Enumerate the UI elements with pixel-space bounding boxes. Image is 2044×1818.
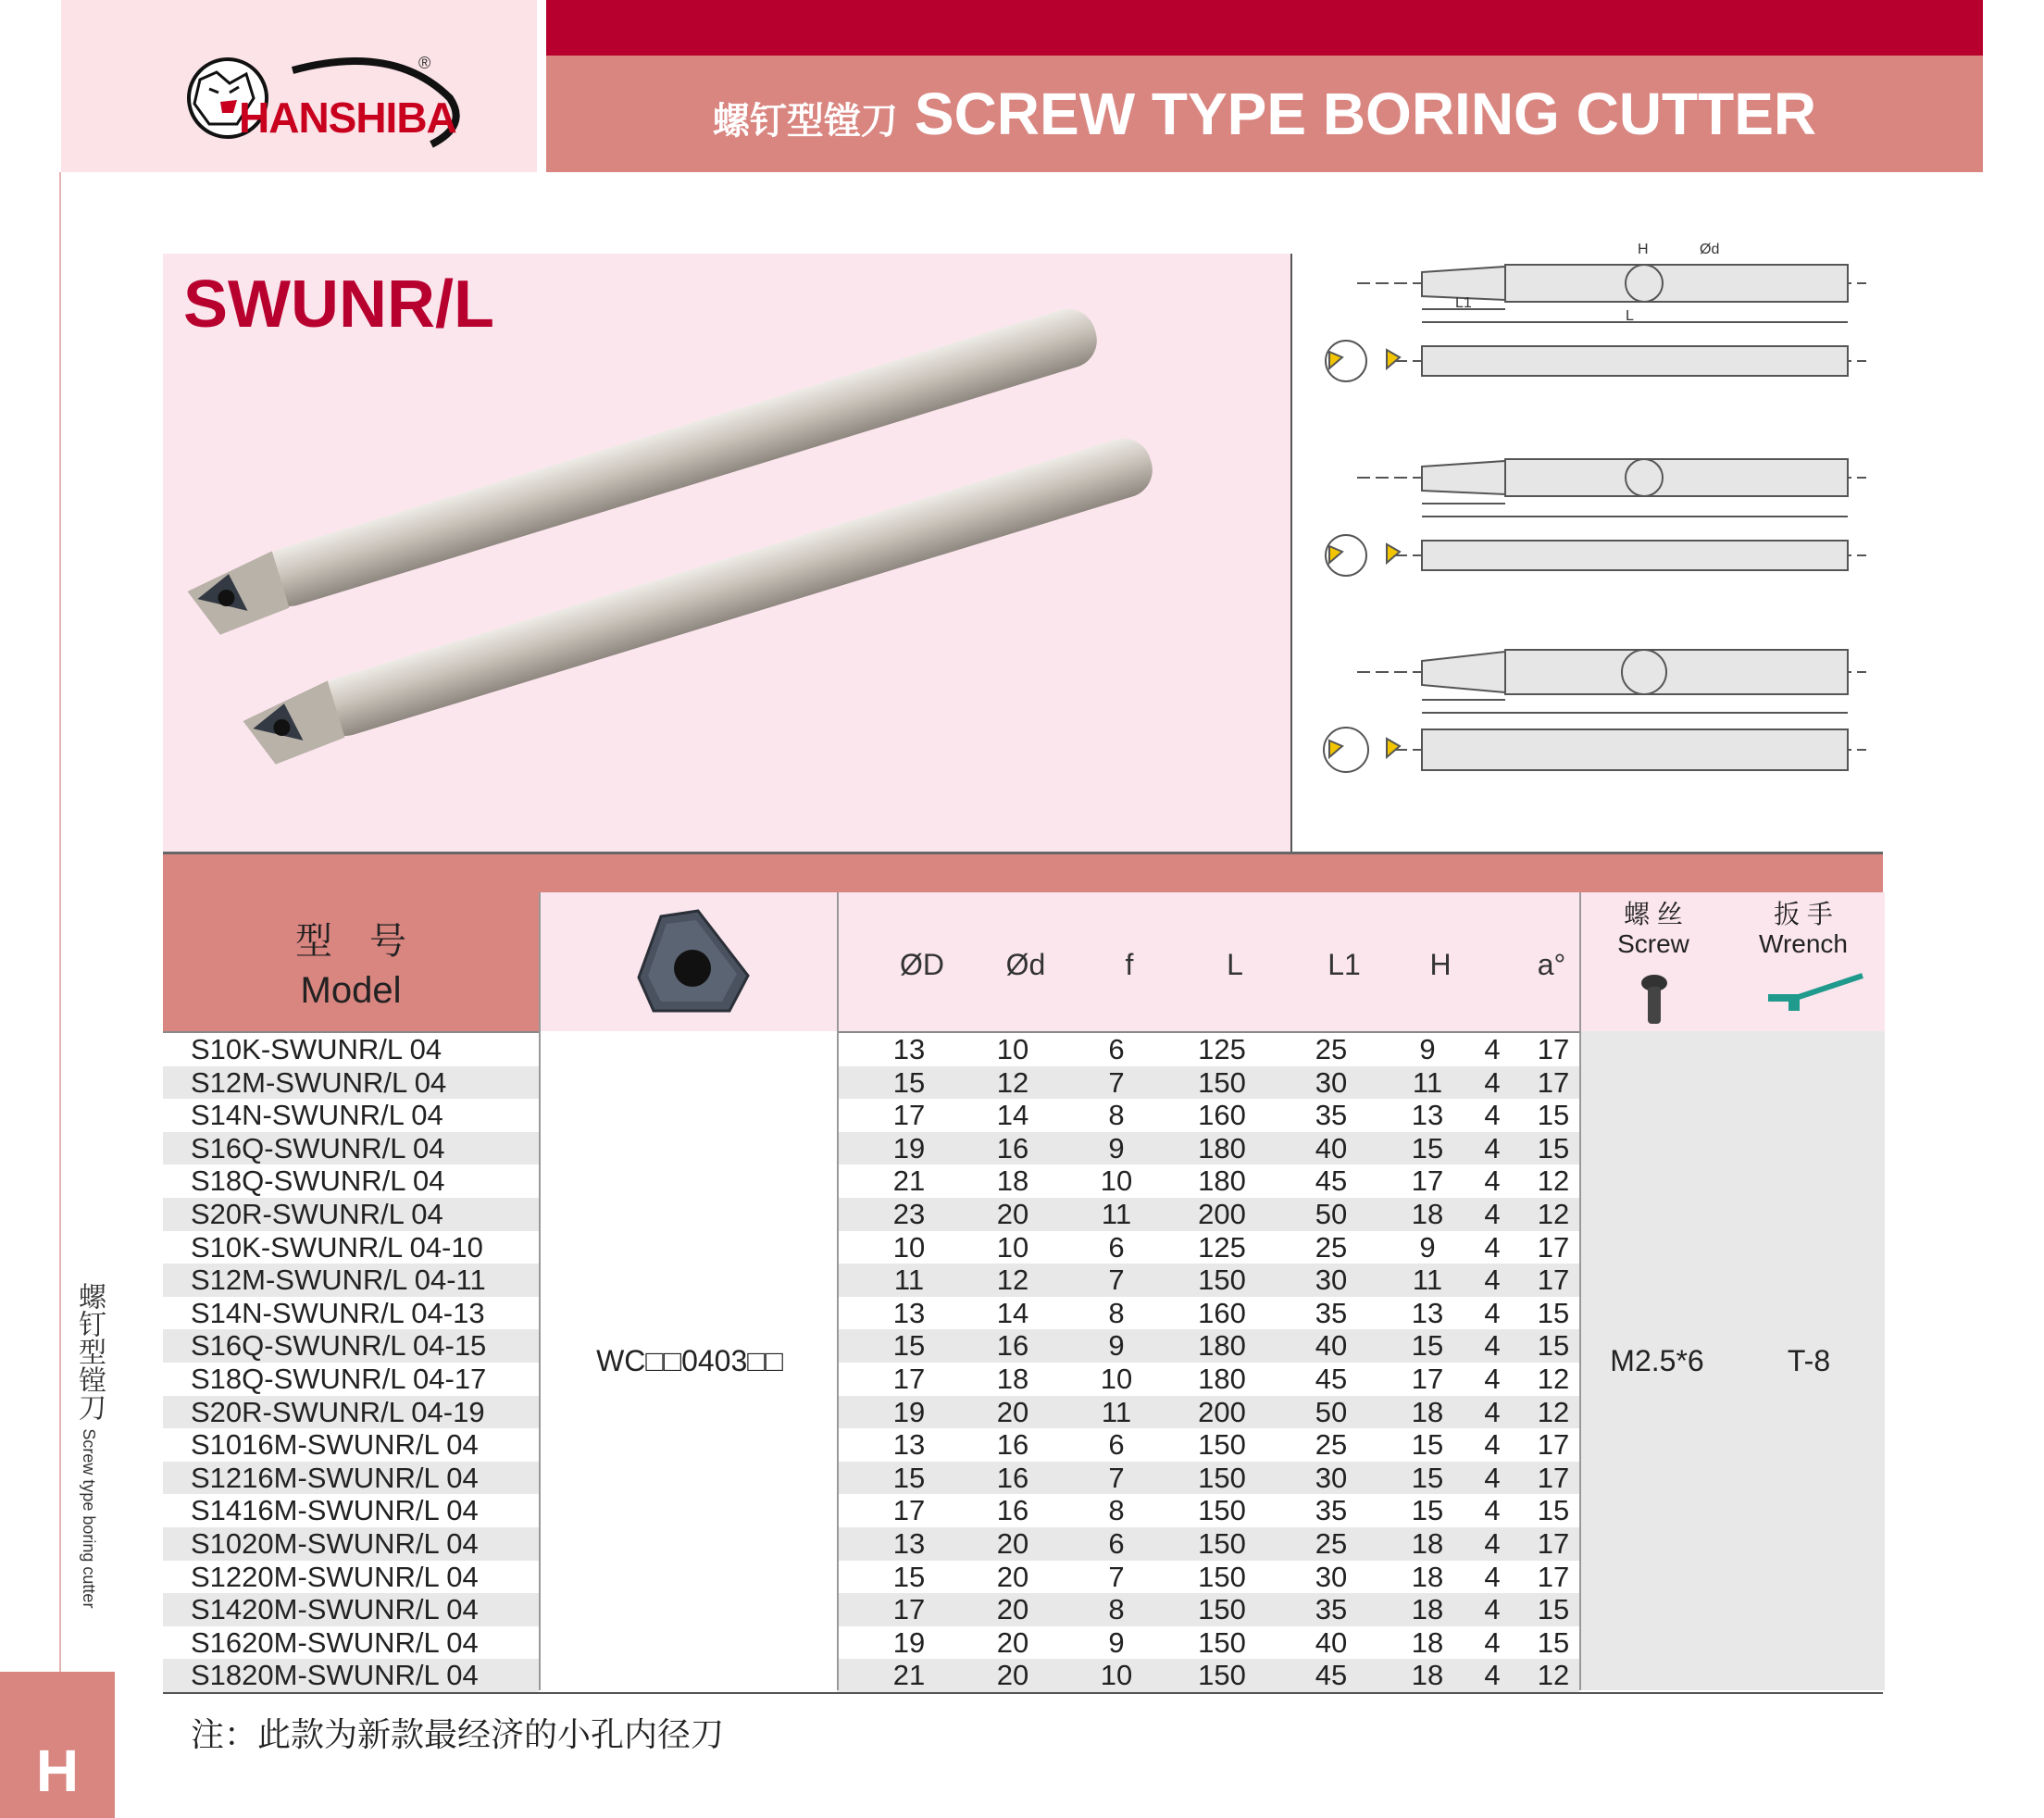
drawing-label-l-1: L [1626,308,1634,324]
title-en: SCREW TYPE BORING CUTTER [914,81,1817,147]
dimension-cells [837,1329,1579,1363]
technical-drawing-panel [1290,242,1885,852]
dim-header-H: H [1429,948,1452,981]
dimension-value: 18 [1411,1198,1444,1230]
dimension-value: 17 [1411,1363,1444,1395]
dimension-value: 150 [1198,1065,1246,1099]
dimension-value: 12 [996,1264,1029,1297]
dimension-value: 45 [1315,1659,1348,1692]
screw-value: M2.5*6 [1610,1344,1704,1377]
dimension-value: 150 [1198,1428,1246,1462]
dimension-cells [837,1561,1579,1594]
dimension-value: 20 [996,1659,1029,1692]
dimension-value: 15 [1537,1625,1570,1659]
technical-drawing-icon [1292,242,1885,852]
side-label-en: Screw type boring cutter [80,1428,98,1609]
dimension-value: 16 [996,1428,1029,1462]
insert-icon [633,907,754,1016]
dimension-cells [837,1494,1579,1527]
dimension-header [837,892,1581,1031]
dimension-value: 160 [1198,1296,1246,1329]
dimension-value: 14 [996,1296,1029,1329]
wrench-header-cn: 扳 手 [1774,900,1833,928]
dimension-value: 180 [1198,1329,1246,1363]
wrench-icon [1763,966,1866,1018]
dimension-value: 21 [892,1164,926,1198]
dimension-value: 35 [1315,1099,1348,1132]
dimension-value: 4 [1484,1461,1501,1494]
accessory-cell [1579,1031,1885,1690]
dimension-value: 15 [1537,1296,1570,1329]
dimension-value: 10 [996,1230,1029,1264]
product-model-title: SWUNR/L [183,268,494,342]
dimension-value: 18 [1411,1395,1444,1428]
wrench-header-en: Wrench [1759,929,1848,958]
dimension-value: 150 [1198,1593,1246,1626]
dimension-value: 180 [1198,1131,1246,1164]
dimension-value: 4 [1484,1230,1501,1264]
dimension-cells [837,1428,1579,1462]
drawing-label-h-1: H [1638,242,1649,257]
header-title-bar [546,56,1983,172]
dimension-value: 17 [892,1593,926,1626]
dimension-cells [837,1132,1579,1165]
dimension-value: 16 [996,1131,1029,1164]
dimension-value: 6 [1108,1033,1125,1065]
dimension-value: 19 [892,1395,926,1428]
dimension-value: 4 [1484,1428,1501,1462]
brand-name: HANSHIBA [239,93,456,142]
drawing-label-l1-1: L1 [1455,295,1472,311]
dimension-value: 15 [1537,1593,1570,1626]
accessory-header [1579,892,1885,1031]
dimension-value: 4 [1484,1099,1501,1132]
model-cell: S16Q-SWUNR/L 04 [163,1132,539,1165]
model-cell: S12M-SWUNR/L 04-11 [163,1264,539,1297]
dimension-value: 25 [1315,1527,1348,1560]
dimension-value: 4 [1484,1494,1501,1527]
dimension-value: 11 [893,1264,925,1297]
dimension-value: 150 [1198,1527,1246,1560]
dimension-value: 10 [1100,1164,1133,1198]
dimension-value: 16 [996,1329,1029,1363]
dimension-value: 45 [1315,1164,1348,1198]
footnote: 注：此款为新款最经济的小孔内径刀 [191,1715,725,1753]
model-cell: S14N-SWUNR/L 04 [191,1099,443,1132]
dimension-value: 4 [1484,1065,1501,1099]
dimension-value: 4 [1484,1593,1501,1626]
dimension-value: 15 [1537,1329,1570,1363]
dimension-value: 17 [1537,1461,1570,1494]
dimension-value: 40 [1315,1131,1348,1164]
dimension-value: 10 [996,1033,1029,1065]
dimension-value: 30 [1315,1065,1348,1099]
dimension-value: 125 [1198,1033,1246,1065]
insert-code: WC□□0403□□ [596,1343,783,1377]
dimension-value: 20 [996,1560,1029,1593]
dimension-value: 11 [1412,1264,1443,1297]
dimension-value: 23 [892,1198,926,1230]
dim-header-f: f [1125,948,1134,981]
dimension-value: 180 [1198,1164,1246,1198]
dimension-value: 20 [996,1593,1029,1626]
left-divider [59,172,61,1672]
logo-panel [61,0,537,172]
dimension-value: 30 [1315,1264,1348,1297]
dimension-value: 4 [1484,1033,1501,1065]
dimension-cells [837,1396,1579,1429]
dimension-value: 8 [1108,1099,1125,1132]
dimension-value: 25 [1315,1033,1348,1065]
dimension-value: 9 [1419,1033,1436,1065]
dimension-cells [837,1264,1579,1297]
dimension-value: 13 [892,1527,926,1560]
insert-header [539,892,839,1031]
dimension-value: 4 [1484,1296,1501,1329]
dimension-value: 17 [1537,1230,1570,1264]
model-cell: S1220M-SWUNR/L 04 [191,1560,479,1593]
header-red-bar [546,0,1983,56]
dimension-value: 160 [1198,1099,1246,1132]
drawing-label-d-1: Ød [1700,242,1720,257]
dim-header-L1: L1 [1327,948,1361,981]
dimension-value: 12 [996,1065,1029,1099]
table-top-strip [163,852,1883,895]
dimension-value: 7 [1108,1461,1125,1494]
dimension-value: 4 [1484,1363,1501,1395]
dimension-value: 18 [1411,1625,1444,1659]
dimension-value: 9 [1108,1329,1125,1363]
dimension-cells [837,1231,1579,1264]
dimension-value: 150 [1198,1625,1246,1659]
dimension-value: 17 [1537,1033,1570,1065]
dimension-value: 50 [1315,1198,1348,1230]
dimension-value: 15 [1411,1494,1444,1527]
dimension-value: 7 [1108,1065,1125,1099]
dimension-value: 6 [1108,1428,1125,1462]
section-letter: H [35,1737,80,1804]
model-cell: S1820M-SWUNR/L 04 [163,1659,539,1692]
model-cell: S10K-SWUNR/L 04-10 [191,1230,483,1264]
dimension-value: 9 [1419,1230,1436,1264]
model-header [163,892,539,1031]
dimension-value: 16 [996,1494,1029,1527]
dimension-value: 17 [1537,1560,1570,1593]
dimension-value: 11 [1412,1065,1443,1099]
dimension-value: 13 [892,1428,926,1462]
wrench-value: T-8 [1787,1344,1831,1377]
dimension-value: 15 [892,1065,926,1099]
model-cell: S20R-SWUNR/L 04-19 [163,1396,539,1429]
model-cell: S1020M-SWUNR/L 04 [163,1527,539,1561]
side-label-cn: 螺钉型镗刀 [74,1282,105,1421]
dimension-value: 6 [1108,1230,1125,1264]
dimension-value: 4 [1484,1329,1501,1363]
dimension-value: 20 [996,1395,1029,1428]
dimension-value: 7 [1108,1264,1125,1297]
screw-header-cn: 螺 丝 [1624,900,1683,928]
dimension-value: 4 [1484,1198,1501,1230]
dimension-cells [837,1363,1579,1396]
dimension-value: 4 [1484,1659,1501,1692]
dimension-value: 12 [1537,1164,1570,1198]
dimension-value: 15 [1537,1494,1570,1527]
dimension-value: 17 [892,1494,926,1527]
model-header-cn: 型号 [295,921,443,962]
dimension-value: 13 [892,1296,926,1329]
dimension-value: 15 [1537,1131,1570,1164]
dimension-value: 14 [996,1099,1029,1132]
dimension-value: 17 [1537,1065,1570,1099]
dimension-value: 7 [1108,1560,1125,1593]
dimension-cells [837,1593,1579,1626]
section-letter-tab [0,1672,115,1818]
dimension-value: 20 [996,1625,1029,1659]
dimension-value: 4 [1484,1264,1501,1297]
dimension-value: 150 [1198,1264,1246,1297]
model-header-en: Model [300,970,402,1011]
wrench-header [1739,900,1868,959]
dimension-value: 150 [1198,1560,1246,1593]
dimension-value: 18 [1411,1659,1444,1692]
dimension-value: 9 [1108,1625,1125,1659]
model-cell: S1016M-SWUNR/L 04 [191,1428,479,1462]
dimension-value: 15 [1537,1099,1570,1132]
dimension-value: 10 [892,1230,926,1264]
dimension-value: 13 [1411,1296,1444,1329]
dimension-value: 17 [1537,1527,1570,1560]
dimension-value: 150 [1198,1659,1246,1692]
model-cell: S20R-SWUNR/L 04 [163,1198,539,1231]
dimension-value: 4 [1484,1560,1501,1593]
dimension-value: 19 [892,1625,926,1659]
screw-icon [1640,974,1668,1027]
model-cell: S1420M-SWUNR/L 04 [163,1593,539,1626]
dimension-value: 50 [1315,1395,1348,1428]
dimension-value: 4 [1484,1131,1501,1164]
dimension-value: 20 [996,1198,1029,1230]
dimension-cells [837,1198,1579,1231]
model-cell: S1620M-SWUNR/L 04 [191,1625,479,1659]
dimension-value: 17 [1537,1428,1570,1462]
dimension-value: 4 [1484,1625,1501,1659]
dimension-cells [837,1164,1579,1198]
dimension-value: 18 [1411,1560,1444,1593]
registered-mark: ® [418,54,431,72]
product-photo-panel [163,254,1290,852]
dimension-value: 15 [1411,1461,1444,1494]
dimension-value: 12 [1537,1395,1570,1428]
dims-separator [837,1031,839,1690]
model-cell: S16Q-SWUNR/L 04-15 [163,1329,539,1363]
screw-header [1589,900,1718,959]
dimension-value: 30 [1315,1461,1348,1494]
dimension-value: 17 [1411,1164,1444,1198]
title-cn: 螺钉型镗刀 [712,100,898,142]
model-cell: S1416M-SWUNR/L 04 [191,1494,479,1527]
dimension-cells [837,1626,1579,1660]
dimension-value: 21 [892,1659,926,1692]
model-cell: S18Q-SWUNR/L 04 [191,1164,445,1198]
dimension-value: 40 [1315,1329,1348,1363]
dimension-value: 18 [996,1363,1029,1395]
insert-code-cell [539,1031,839,1690]
dimension-value: 17 [892,1363,926,1395]
model-cell: S18Q-SWUNR/L 04-17 [191,1363,487,1395]
model-cell: S1216M-SWUNR/L 04 [163,1462,539,1495]
dimension-value: 16 [996,1461,1029,1494]
dimension-cells [837,1527,1579,1561]
dim-header-a: a° [1537,948,1566,981]
dimension-value: 15 [892,1329,926,1363]
dimension-cells [837,1297,1579,1330]
dimension-value: 4 [1484,1527,1501,1560]
dimension-value: 150 [1198,1461,1246,1494]
dimension-cells [837,1659,1579,1692]
dimension-value: 11 [1101,1395,1132,1428]
dimension-value: 8 [1108,1593,1125,1626]
dimension-value: 15 [1411,1428,1444,1462]
dimension-value: 35 [1315,1494,1348,1527]
boring-bar-photo-icon [163,254,1290,852]
dimension-value: 8 [1108,1494,1125,1527]
screw-header-en: Screw [1617,929,1689,958]
dimension-cells [837,1066,1579,1100]
dimension-value: 18 [996,1164,1029,1198]
model-cell: S12M-SWUNR/L 04 [163,1066,539,1100]
dimension-value: 125 [1198,1230,1246,1264]
model-cell: S14N-SWUNR/L 04-13 [191,1296,485,1329]
dimension-value: 19 [892,1131,926,1164]
dimension-value: 17 [1537,1264,1570,1297]
dimension-value: 10 [1100,1363,1133,1395]
model-cell: S10K-SWUNR/L 04 [191,1033,442,1065]
dimension-value: 12 [1537,1198,1570,1230]
dimension-value: 15 [892,1560,926,1593]
dimension-value: 35 [1315,1593,1348,1626]
dimension-cells [837,1099,1579,1132]
dimension-value: 30 [1315,1560,1348,1593]
dimension-cells [837,1033,1579,1066]
dim-header-L: L [1227,948,1243,981]
dimension-value: 35 [1315,1296,1348,1329]
dimension-value: 9 [1108,1131,1125,1164]
dimension-value: 12 [1537,1363,1570,1395]
dimension-value: 13 [892,1033,926,1065]
dimension-value: 25 [1315,1230,1348,1264]
dimension-value: 15 [1411,1131,1444,1164]
dimension-value: 17 [892,1099,926,1132]
dimension-value: 4 [1484,1164,1501,1198]
side-label [72,1282,109,1608]
dimension-value: 18 [1411,1527,1444,1560]
dimension-value: 40 [1315,1625,1348,1659]
dimension-value: 200 [1198,1198,1246,1230]
dimension-value: 15 [1411,1329,1444,1363]
dimension-value: 200 [1198,1395,1246,1428]
dimension-value: 4 [1484,1395,1501,1428]
dim-header-D: ØD [900,948,944,981]
dimension-value: 20 [996,1527,1029,1560]
dimension-value: 12 [1537,1659,1570,1692]
dimension-value: 18 [1411,1593,1444,1626]
dimension-cells [837,1462,1579,1495]
dimension-value: 25 [1315,1428,1348,1462]
dimension-value: 150 [1198,1494,1246,1527]
dimension-value: 6 [1108,1527,1125,1560]
dimension-value: 45 [1315,1363,1348,1395]
dim-header-d: Ød [1005,948,1046,981]
dimension-value: 11 [1101,1198,1132,1230]
dimension-value: 13 [1411,1099,1444,1132]
dimension-value: 10 [1100,1659,1133,1692]
dimension-value: 180 [1198,1363,1246,1395]
dimension-value: 8 [1108,1296,1125,1329]
dimension-value: 15 [892,1461,926,1494]
